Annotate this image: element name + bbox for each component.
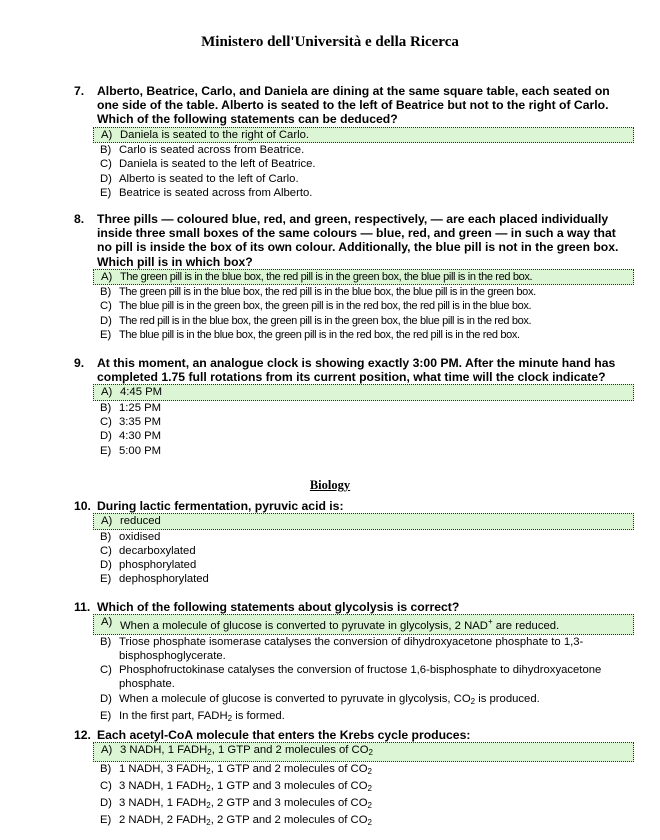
option-letter: C)	[100, 158, 112, 171]
option-letter: A)	[101, 744, 113, 757]
option-letter: E)	[100, 573, 112, 586]
question-text: At this moment, an analogue clock is showing exactly 3:00 PM. After the minute hand has completed 1.75 full rotations from its current position, what time will the clock indicate?	[97, 356, 616, 385]
option-letter: A)	[101, 515, 113, 528]
question-stem	[74, 212, 634, 269]
question-number: 9.	[74, 356, 85, 370]
question-9	[74, 356, 634, 458]
subscript: 2	[367, 818, 372, 828]
option-a-correct[interactable]	[93, 742, 634, 761]
option-text: Triose phosphate isomerase catalyses the conversion of dihydroxyacetone phosphate to 1,3-bisphosphoglycerate.	[119, 635, 584, 662]
option-letter: B)	[100, 530, 112, 543]
subscript: 2	[227, 713, 233, 723]
option-e[interactable]	[97, 444, 634, 458]
option-letter: C)	[100, 779, 112, 792]
option-list	[97, 614, 634, 726]
option-letter: E)	[100, 709, 112, 722]
option-d[interactable]	[97, 172, 634, 186]
option-letter: B)	[100, 143, 112, 156]
option-b[interactable]	[97, 762, 634, 779]
option-text	[119, 692, 634, 709]
option-letter: C)	[100, 544, 112, 557]
subscript: 2	[367, 783, 372, 793]
option-letter: D)	[100, 559, 112, 572]
option-b[interactable]	[97, 143, 634, 157]
option-text: 4:30 PM	[119, 430, 162, 443]
option-text: The blue pill is in the blue box, the green pill is in the red box, the red pill is in the red box.	[119, 329, 520, 341]
option-text: Beatrice is seated across from Alberto.	[119, 186, 313, 199]
option-text-part: 1 NADH, 3 FADH	[119, 762, 207, 775]
question-number: 10.	[74, 499, 91, 513]
option-text-part: 3 NADH, 1 FADH	[119, 797, 207, 810]
option-list	[97, 513, 634, 586]
option-text-part: , 1 GTP and 3 molecules of CO	[210, 779, 368, 792]
subscript: 2	[207, 748, 212, 758]
option-letter: B)	[100, 286, 112, 299]
question-8	[74, 212, 634, 342]
option-b[interactable]	[97, 285, 634, 299]
subscript: 2	[367, 766, 372, 776]
option-text: Phosphofructokinase catalyses the conversion of fructose 1,6-bisphosphate to dihydroxyacetone phosphate.	[119, 664, 602, 691]
option-text-part: , 2 GTP and 3 molecules of CO	[210, 797, 368, 810]
option-c[interactable]	[97, 779, 634, 796]
option-text-part: 2 NADH, 2 FADH	[119, 814, 207, 827]
option-b[interactable]	[97, 401, 634, 415]
option-text: reduced	[120, 515, 161, 528]
option-letter: B)	[100, 635, 112, 648]
option-d[interactable]	[97, 558, 634, 572]
option-a-correct[interactable]	[93, 269, 634, 285]
question-7	[74, 84, 634, 200]
option-c[interactable]	[97, 544, 634, 558]
option-letter: A)	[101, 128, 113, 141]
option-d[interactable]	[97, 796, 634, 813]
option-c[interactable]	[97, 415, 634, 429]
question-text: Alberto, Beatrice, Carlo, and Daniela are dining at the same square table, each seated on one side of the table. Alberto is seated to the left of Beatrice but not to the right of Carlo. Which of the following statements can be deduced?	[97, 84, 610, 127]
option-text	[119, 796, 634, 813]
question-text: Three pills — coloured blue, red, and green, respectively, — are each placed individually inside three small boxes of the same colours — blue, red, and green — in such a way that no pill is inside the box of its own colour. Additionally, the blue pill is not in the green box. Which pill is in which box?	[97, 212, 619, 269]
option-text	[120, 743, 633, 760]
option-a-correct[interactable]	[93, 127, 634, 143]
question-text: Each acetyl-CoA molecule that enters the Krebs cycle produces:	[97, 728, 471, 742]
option-text: Alberto is seated to the left of Carlo.	[119, 172, 299, 185]
option-list	[97, 269, 634, 342]
option-text-part: is produced.	[475, 692, 540, 705]
option-letter: D)	[100, 430, 112, 443]
option-text: Carlo is seated across from Beatrice.	[119, 143, 305, 156]
option-e[interactable]	[97, 572, 634, 586]
option-list	[97, 384, 634, 457]
option-text-part: , 2 GTP and 2 molecules of CO	[210, 814, 368, 827]
option-text	[119, 762, 634, 779]
superscript: +	[487, 617, 493, 627]
option-text-part: are reduced.	[492, 620, 560, 633]
subscript: 2	[367, 801, 372, 811]
question-stem	[74, 84, 634, 127]
option-text: The blue pill is in the green box, the green pill is in the red box, the red pill is in the blue box.	[119, 300, 532, 313]
option-letter: E)	[100, 186, 112, 199]
option-c[interactable]	[97, 663, 634, 692]
question-stem	[74, 356, 634, 384]
option-text	[119, 709, 634, 726]
question-stem	[74, 600, 634, 614]
option-b[interactable]	[97, 635, 634, 664]
option-e[interactable]	[97, 186, 634, 200]
option-a-correct[interactable]	[93, 513, 634, 529]
option-e[interactable]	[97, 709, 634, 726]
option-e[interactable]	[97, 813, 634, 830]
option-text-part: 3 NADH, 1 FADH	[119, 779, 207, 792]
option-letter: C)	[100, 416, 112, 428]
subscript: 2	[206, 783, 211, 793]
option-d[interactable]	[97, 429, 634, 443]
option-text: The green pill is in the blue box, the red pill is in the blue box, the blue pill is in the green box.	[119, 286, 536, 299]
option-text	[119, 779, 634, 796]
option-c[interactable]	[97, 299, 634, 313]
section-title-biology: Biology	[309, 478, 351, 492]
subscript: 2	[368, 748, 373, 758]
option-list	[97, 742, 634, 830]
option-letter: E)	[100, 444, 112, 457]
option-text-part: When a molecule of glucose is converted to pyruvate in glycolysis, CO	[119, 692, 471, 705]
question-number: 8.	[74, 212, 85, 226]
option-a-correct[interactable]	[93, 614, 634, 634]
option-text: The red pill is in the blue box, the green pill is in the green box, the blue pill is in the red box.	[119, 314, 532, 327]
option-letter: C)	[100, 664, 112, 677]
option-text-part: In the first part, FADH	[119, 709, 228, 722]
subscript: 2	[470, 696, 476, 706]
option-text	[120, 615, 633, 633]
subscript: 2	[206, 766, 211, 776]
option-text: 3:35 PM	[119, 416, 162, 428]
option-text: oxidised	[119, 530, 161, 543]
option-letter: D)	[100, 172, 112, 185]
option-list	[97, 127, 634, 200]
page-header-title: Ministero dell'Università e della Ricerca	[201, 34, 459, 50]
question-stem	[74, 728, 634, 742]
option-text: 4:45 PM	[120, 386, 163, 399]
question-text: Which of the following statements about glycolysis is correct?	[97, 600, 460, 614]
option-d[interactable]	[97, 692, 634, 709]
option-c[interactable]	[97, 157, 634, 171]
question-10	[74, 499, 634, 587]
option-letter: E)	[100, 329, 112, 341]
option-letter: D)	[100, 692, 112, 705]
option-text: The green pill is in the blue box, the red pill is in the green box, the blue pill is in the red box.	[120, 270, 533, 283]
option-letter: A)	[101, 386, 113, 399]
option-text: Daniela is seated to the right of Carlo.	[120, 128, 310, 141]
question-number: 12.	[74, 728, 91, 742]
option-d[interactable]	[97, 314, 634, 328]
question-11	[74, 600, 634, 726]
question-number: 11.	[74, 600, 91, 614]
option-text-part: 3 NADH, 1 FADH	[120, 744, 208, 757]
option-text: 5:00 PM	[119, 444, 162, 457]
option-text: phosphorylated	[119, 559, 197, 572]
option-letter: D)	[100, 797, 112, 810]
question-text: During lactic fermentation, pyruvic acid is:	[97, 499, 344, 513]
option-a-correct[interactable]	[93, 384, 634, 400]
option-text	[119, 813, 634, 830]
option-text-part: is formed.	[232, 709, 285, 722]
option-letter: A)	[101, 270, 113, 283]
option-e[interactable]	[97, 328, 634, 342]
question-12	[74, 728, 634, 831]
option-text: dephosphorylated	[119, 573, 209, 586]
option-text: decarboxylated	[119, 544, 196, 557]
option-b[interactable]	[97, 530, 634, 544]
subscript: 2	[206, 818, 211, 828]
option-text-part: , 1 GTP and 2 molecules of CO	[211, 744, 369, 757]
option-text: 1:25 PM	[119, 401, 162, 414]
option-text-part: When a molecule of glucose is converted to pyruvate in glycolysis, 2 NAD	[120, 620, 488, 633]
option-letter: E)	[100, 814, 112, 827]
option-text: Daniela is seated to the left of Beatrice.	[119, 158, 316, 171]
option-letter: A)	[101, 616, 113, 629]
option-letter: B)	[100, 762, 112, 775]
option-letter: C)	[100, 300, 112, 313]
option-text-part: , 1 GTP and 2 molecules of CO	[210, 762, 368, 775]
question-number: 7.	[74, 84, 85, 98]
option-letter: D)	[100, 314, 112, 327]
subscript: 2	[206, 801, 211, 811]
option-letter: B)	[100, 401, 112, 414]
question-stem	[74, 499, 634, 513]
